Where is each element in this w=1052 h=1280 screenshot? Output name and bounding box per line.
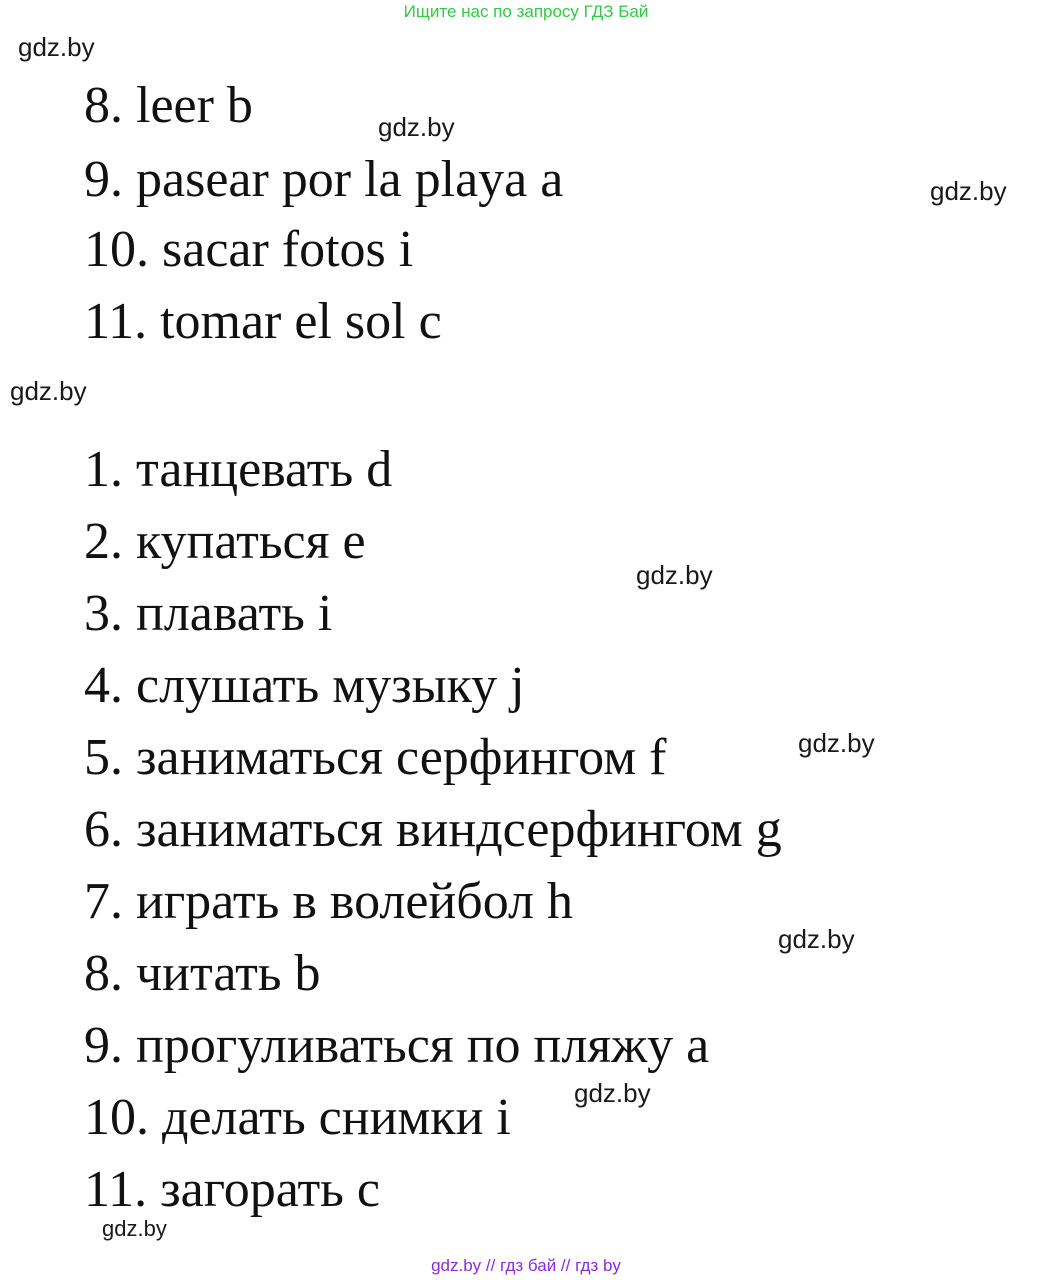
watermark: gdz.by — [102, 1216, 167, 1241]
translation-line: 7. играть в волейбол h — [84, 873, 573, 930]
translation-line: 10. делать снимки i — [84, 1089, 511, 1146]
watermark: gdz.by — [378, 112, 455, 142]
translation-line: 3. плавать i — [84, 585, 333, 642]
watermark: gdz.by — [798, 728, 875, 758]
translation-line: 8. читать b — [84, 945, 321, 1002]
answer-line: 9. pasear por la playa a — [84, 151, 564, 208]
watermark: gdz.by — [18, 32, 95, 62]
header-search-hint[interactable]: Ищите нас по запросу ГДЗ Бай — [403, 2, 649, 21]
translation-line: 4. слушать музыку j — [84, 657, 525, 714]
answer-line: 8. leer b — [84, 77, 253, 134]
watermark: gdz.by — [636, 560, 713, 590]
watermark: gdz.by — [930, 176, 1007, 206]
watermark: gdz.by — [778, 924, 855, 954]
translation-line: 1. танцевать d — [84, 441, 393, 498]
watermark: gdz.by — [10, 376, 87, 406]
footer-links[interactable]: gdz.by // гдз бай // гдз by — [431, 1256, 621, 1275]
watermark: gdz.by — [574, 1078, 651, 1108]
translation-line: 2. купаться e — [84, 513, 366, 570]
translation-line: 9. прогуливаться по пляжу a — [84, 1017, 710, 1074]
translation-line: 11. загорать c — [84, 1161, 380, 1218]
answer-line: 11. tomar el sol c — [84, 293, 442, 350]
answer-line: 10. sacar fotos i — [84, 221, 414, 278]
translation-line: 6. заниматься виндсерфингом g — [84, 801, 782, 858]
translation-line: 5. заниматься серфингом f — [84, 729, 667, 786]
